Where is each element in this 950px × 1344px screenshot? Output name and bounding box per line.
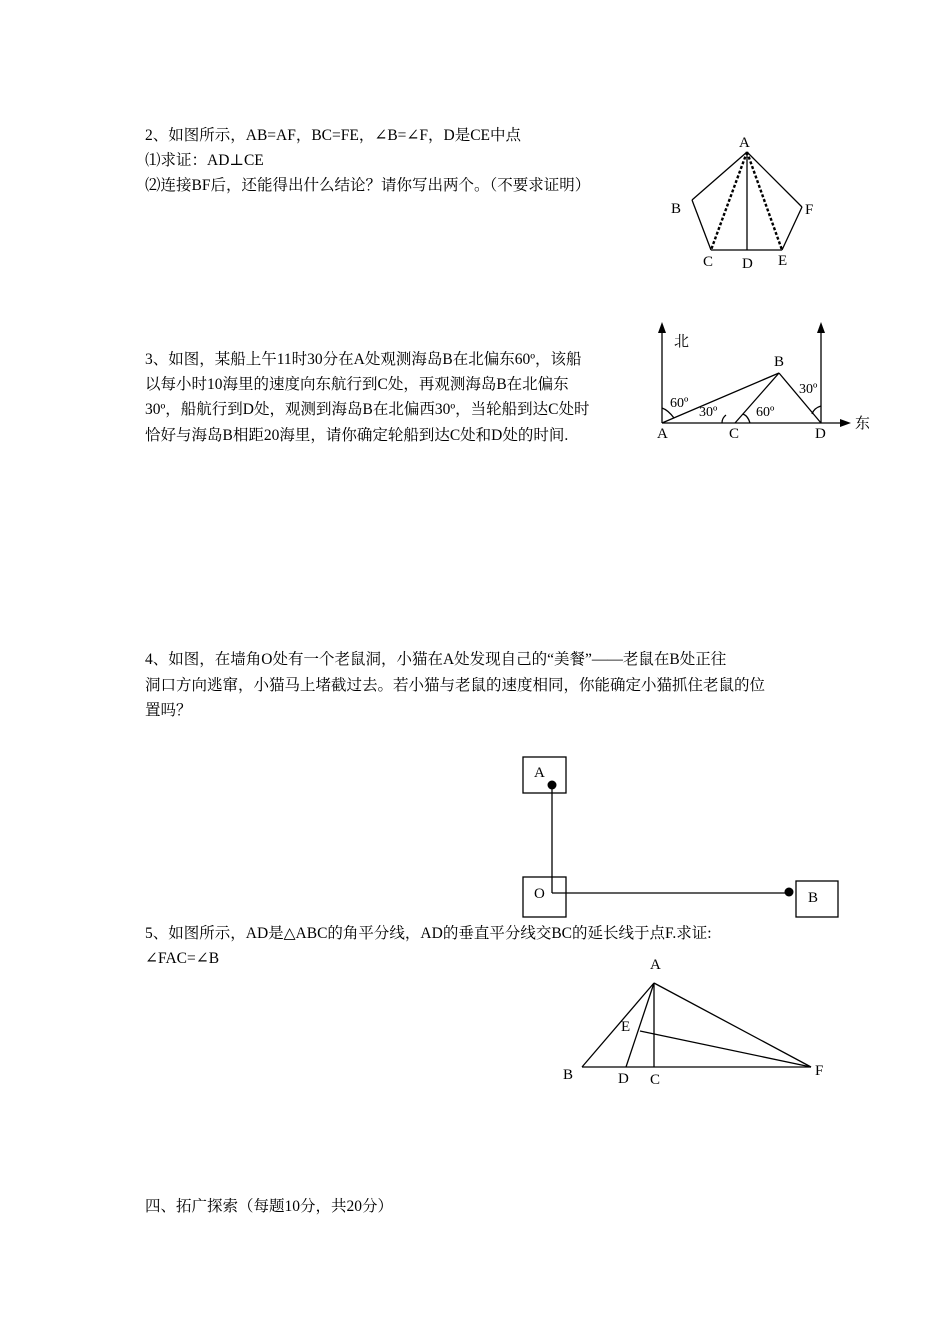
q3-east-arrowhead <box>840 419 851 427</box>
q4-box-o <box>523 877 566 917</box>
q5-label-d: D <box>618 1071 629 1087</box>
q3-segment-db <box>779 373 821 423</box>
q3-line-1: 3、如图，某船上午11时30分在A处观测海岛B在北偏东60º，该船 <box>145 351 582 368</box>
q2-segment-ef <box>782 207 802 250</box>
q2-segment-ae <box>747 152 782 250</box>
q3-line-2: 以每小时10海里的速度向东航行到C处，再观测海岛B在北偏东 <box>145 376 569 393</box>
q2-label-d: D <box>742 256 753 272</box>
q2-label-b: B <box>671 201 682 217</box>
q5-label-e: E <box>621 1019 631 1035</box>
q2-title: 2、如图所示，AB=AF，BC=FE，∠B=∠F，D是CE中点 <box>145 127 522 144</box>
q3-angle-c-right: 60º <box>756 405 775 420</box>
q2-part2: ⑵连接BF后，还能得出什么结论？请你写出两个。（不要求证明） <box>145 177 591 194</box>
q4-line-3: 置吗？ <box>145 702 192 719</box>
q4-point-b <box>785 888 794 897</box>
q3-angle-c-left: 30º <box>699 405 718 420</box>
q3-angle-a: 60º <box>670 396 689 411</box>
q5-segment-ab <box>582 983 654 1067</box>
q4-label-a: A <box>534 765 545 781</box>
section-4-heading: 四、拓广探索（每题10分，共20分） <box>145 1198 394 1215</box>
q3-label-c: C <box>729 426 740 442</box>
q5-label-a: A <box>650 957 661 973</box>
q4-box-a <box>523 757 566 793</box>
q5-label-b: B <box>563 1067 574 1083</box>
q3-label-east: 东 <box>855 416 871 432</box>
q2-segment-ab <box>692 152 747 200</box>
q5-label-c: C <box>650 1072 661 1088</box>
q2-label-a: A <box>739 135 750 151</box>
q5-line-2: ∠FAC=∠B <box>145 950 220 967</box>
q5-segment-af <box>654 983 811 1067</box>
q2-label-e: E <box>778 253 788 269</box>
q4-label-o: O <box>534 886 545 902</box>
q3-label-a: A <box>657 426 668 442</box>
q3-angle-arc-c1 <box>722 415 726 423</box>
q3-angle-d: 30º <box>799 382 818 397</box>
q3-line-4: 恰好与海岛B相距20海里，请你确定轮船到达C处和D处的时间. <box>145 427 569 444</box>
q4-box-b <box>796 881 838 917</box>
q4-line-2: 洞口方向逃窜，小猫马上堵截过去。若小猫与老鼠的速度相同，你能确定小猫抓住老鼠的位 <box>145 677 766 694</box>
q2-label-c: C <box>703 254 714 270</box>
q3-label-b: B <box>774 354 785 370</box>
q4-label-b: B <box>808 890 819 906</box>
q5-label-f: F <box>815 1063 824 1079</box>
q3-line-3: 30º，船航行到D处，观测到海岛B在北偏西30º，当轮船到达C处时 <box>145 401 590 418</box>
q3-angle-arc-d <box>812 406 821 414</box>
q3-segment-ab <box>662 373 779 423</box>
q5-segment-ad <box>626 983 654 1067</box>
q5-segment-ef <box>640 1031 811 1067</box>
q2-segment-ac <box>711 152 747 250</box>
q3-angle-arc-a <box>662 408 674 418</box>
q4-point-a <box>548 781 557 790</box>
q2-segment-fa <box>747 152 802 207</box>
q3-north-arrowhead-d <box>817 322 825 333</box>
q2-segment-bc <box>692 200 711 250</box>
q2-part1: ⑴求证：AD⊥CE <box>145 152 264 169</box>
q4-line-1: 4、如图，在墙角O处有一个老鼠洞，小猫在A处发现自己的“美餐”——老鼠在B处正往 <box>145 651 727 668</box>
q3-segment-cb <box>735 373 779 423</box>
q3-north-arrowhead-a <box>658 322 666 333</box>
q2-label-f: F <box>805 202 814 218</box>
q3-angle-arc-c2 <box>743 414 750 423</box>
q3-label-north: 北 <box>674 334 690 350</box>
q5-line-1: 5、如图所示，AD是△ABC的角平分线，AD的垂直平分线交BC的延长线于点F.求证: <box>145 925 712 942</box>
q3-label-d: D <box>815 426 826 442</box>
